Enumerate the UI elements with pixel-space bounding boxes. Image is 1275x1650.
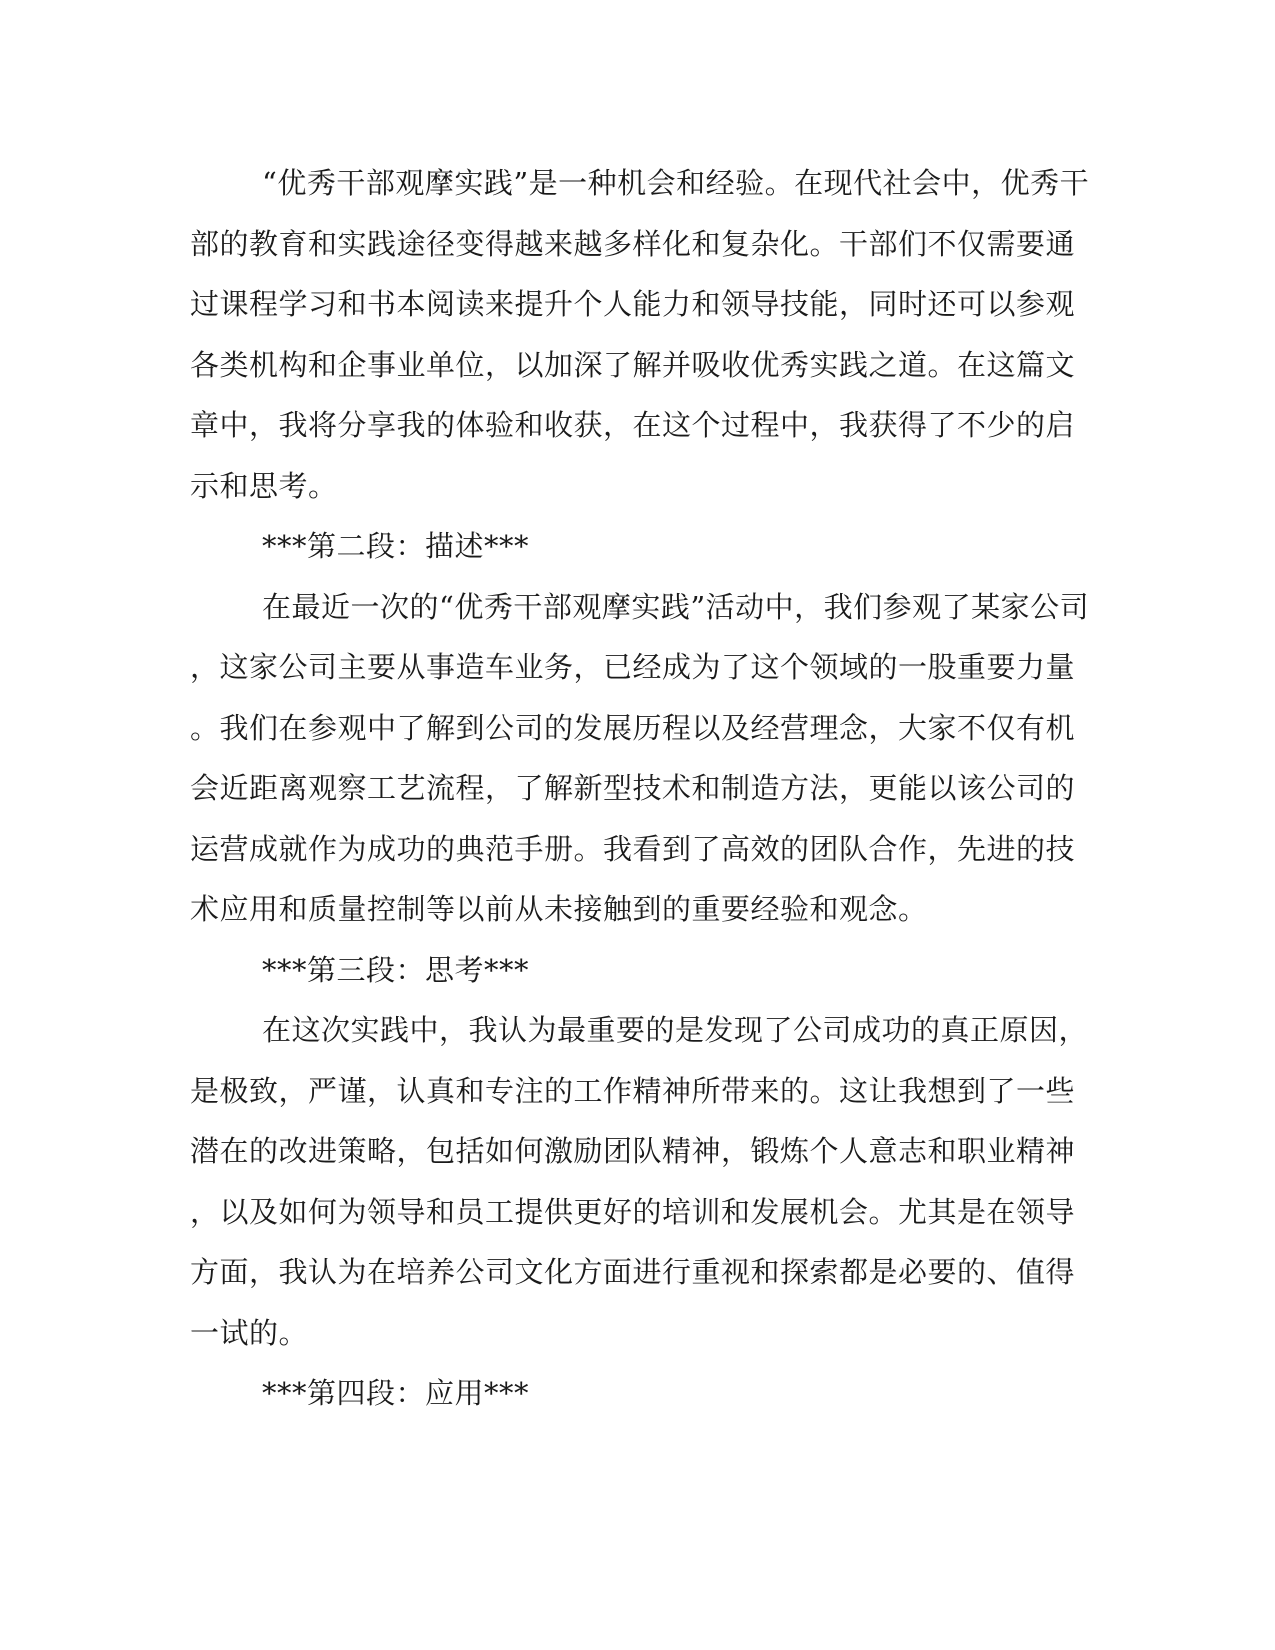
text-line: 。我们在参观中了解到公司的发展历程以及经营理念，大家不仅有机: [190, 710, 1076, 745]
section-heading: ***第三段：思考***: [262, 952, 530, 987]
text-line: 术应用和质量控制等以前从未接触到的重要经验和观念。: [190, 892, 928, 926]
text-line: 章中，我将分享我的体验和收获，在这个过程中，我获得了不少的启: [190, 408, 1076, 442]
paragraph-description: [190, 577, 1090, 940]
text-line: ，这家公司主要从事造车业务，已经成为了这个领域的一股重要力量: [190, 650, 1076, 684]
section-heading: ***第二段：描述***: [262, 529, 530, 563]
text-line: 是极致，严谨，认真和专注的工作精神所带来的。这让我想到了一些: [190, 1073, 1076, 1108]
text-line: 会近距离观察工艺流程，了解新型技术和制造方法，更能以该公司的: [190, 771, 1076, 805]
text-line: 过课程学习和书本阅读来提升个人能力和领导技能，同时还可以参观: [190, 287, 1076, 321]
document-body: [190, 153, 1090, 1424]
text-line: 运营成就作为成功的典范手册。我看到了高效的团队合作，先进的技: [190, 831, 1076, 866]
text-line: 各类机构和企事业单位，以加深了解并吸收优秀实践之道。在这篇文: [190, 347, 1076, 382]
text-line: 方面，我认为在培养公司文化方面进行重视和探索都是必要的、值得: [190, 1255, 1076, 1289]
section-heading-2: [190, 516, 1070, 577]
text-line: 在最近一次的“优秀干部观摩实践”活动中，我们参观了某家公司: [262, 589, 1090, 624]
section-heading-3: [190, 940, 1070, 1001]
paragraph-intro: [190, 153, 1090, 516]
section-heading-4: [190, 1363, 1070, 1424]
text-line: 一试的。: [190, 1315, 309, 1350]
text-line: ，以及如何为领导和员工提供更好的培训和发展机会。尤其是在领导: [190, 1194, 1076, 1229]
paragraph-reflection: [190, 1000, 1089, 1363]
text-line: 潜在的改进策略，包括如何激励团队精神，锻炼个人意志和职业精神: [190, 1134, 1076, 1168]
section-heading: ***第四段：应用***: [262, 1376, 530, 1410]
text-line: “优秀干部观摩实践”是一种机会和经验。在现代社会中，优秀干: [262, 166, 1090, 200]
text-line: 部的教育和实践途径变得越来越多样化和复杂化。干部们不仅需要通: [190, 226, 1076, 261]
text-line: 示和思考。: [190, 468, 338, 503]
text-line: 在这次实践中，我认为最重要的是发现了公司成功的真正原因，: [262, 1013, 1089, 1047]
